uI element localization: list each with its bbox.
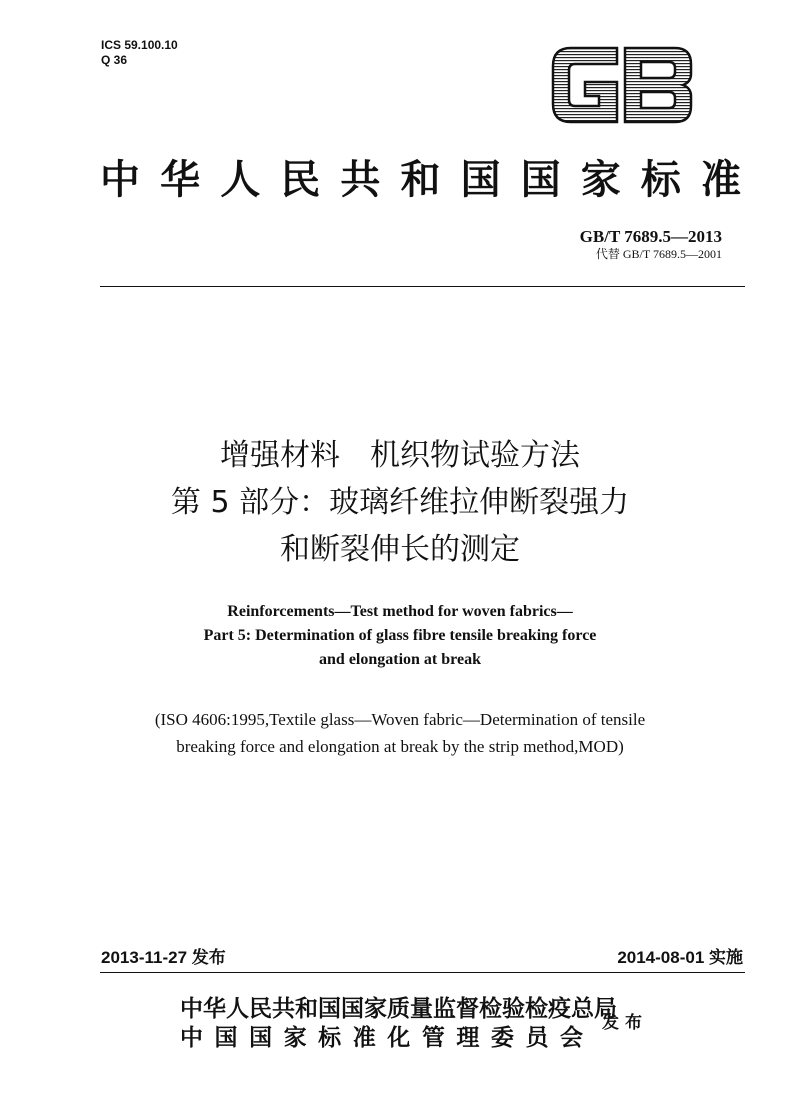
gb-logo-letter-g [553,48,617,122]
header-divider [100,286,745,287]
national-standard-title: 中华人民共和国国家标准 [100,156,745,203]
standard-number-block [580,227,722,262]
chinese-title [60,432,740,573]
english-title-line-1: Reinforcements—Test method for woven fabrics— [227,603,573,620]
footer-divider [100,972,745,973]
iso-reference [60,706,740,760]
iso-reference-line-1: (ISO 4606:1995,Textile glass—Woven fabric—Determination of tensile [154,710,646,729]
standard-number: GB/T 7689.5—2013 [579,227,722,246]
chinese-title-line-3: 和断裂伸长的测定 [280,532,520,567]
replaces-standard: 代替 GB/T 7689.5—2001 [595,247,722,261]
ccs-code: Q 36 [101,53,128,67]
ics-code: ICS 59.100.10 [101,38,178,52]
issuer-aqsiq: 中华人民共和国国家质量监督检验检疫总局 [180,995,617,1022]
issue-date: 2013-11-27 发布 [101,948,226,967]
gb-logo-letter-b [625,48,691,122]
publish-label: 发布 [602,1013,648,1033]
issuer-sac: 中国国家标准化管理委员会 [180,1024,583,1051]
chinese-title-line-1: 增强材料 机织物试验方法 [220,438,580,473]
iso-reference-line-2: breaking force and elongation at break by the strip method,MOD) [176,737,624,756]
english-title-line-2: Part 5: Determination of glass fibre tensile breaking force [203,627,597,644]
issuing-authorities [180,994,617,1052]
classification-codes [101,38,178,68]
english-title-line-3: and elongation at break [319,651,481,668]
chinese-title-line-2: 第 5 部分：玻璃纤维拉伸断裂强力 [170,485,630,520]
implementation-date: 2014-08-01 实施 [617,948,743,967]
english-title [60,600,740,672]
gb-logo [547,42,697,128]
